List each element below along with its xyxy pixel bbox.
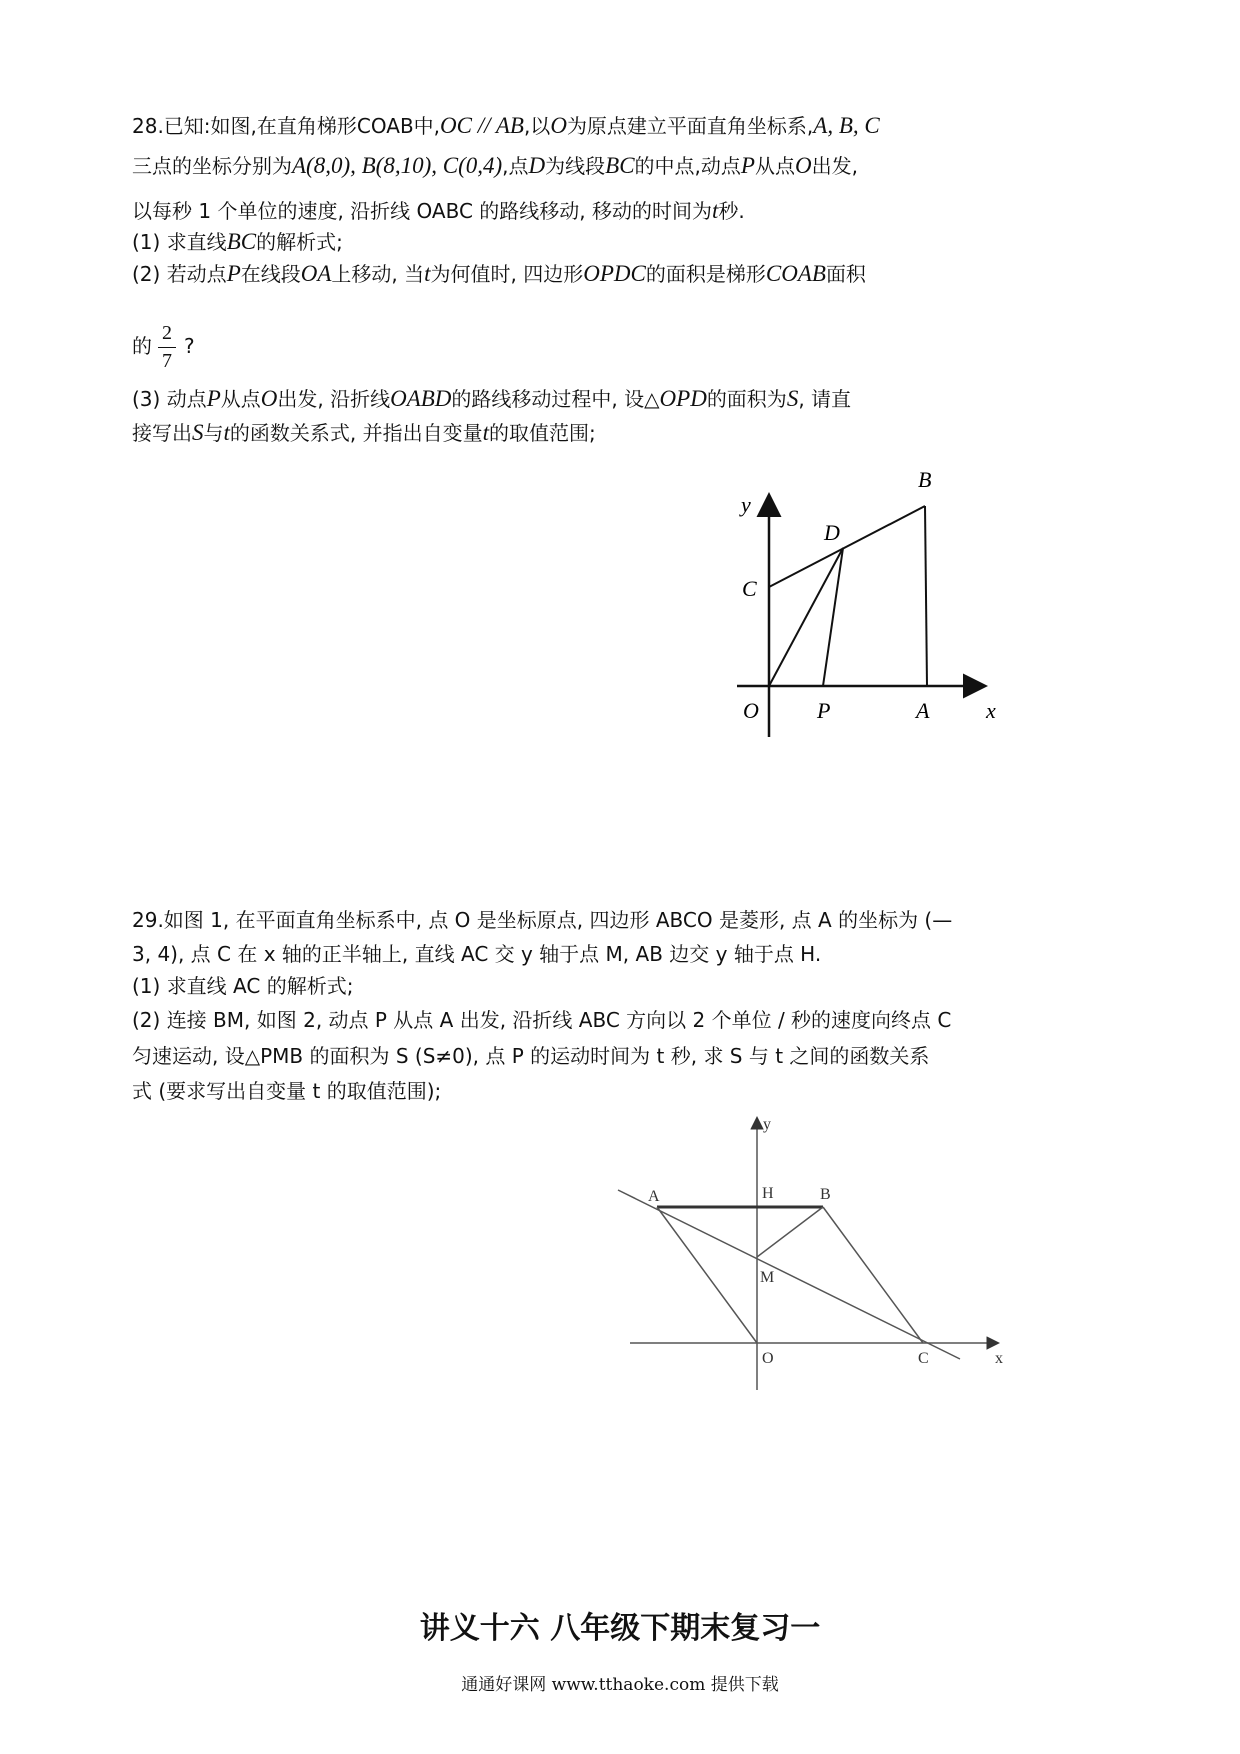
q29-line-1 <box>132 904 952 933</box>
q29-part-2-cont2 <box>132 1075 441 1104</box>
q28-text: (2) 若动点 <box>132 262 227 286</box>
q29-part-2-cont <box>132 1040 929 1069</box>
q29-line-2 <box>132 938 821 967</box>
q29-text: 3, 4), 点 C 在 x 轴的正半轴上, 直线 AC 交 y 轴于点 M, AB 边交 y 轴于点 H. <box>132 942 822 966</box>
label-A: A <box>648 1188 660 1205</box>
q28-figure <box>720 440 1010 750</box>
q28-text: , 请直 <box>798 387 852 411</box>
footer-note: 通通好课网 www.tthaoke.com 提供下载 <box>461 1675 779 1695</box>
q28-math: O <box>260 386 278 411</box>
q28-text: 出发, <box>811 154 858 178</box>
q28-math: S <box>192 420 204 445</box>
q28-line-3 <box>132 195 745 224</box>
q28-text: 面积 <box>825 262 866 286</box>
fraction-bar <box>158 347 176 348</box>
q28-math: D <box>528 153 546 178</box>
q28-line-1 <box>132 110 880 139</box>
segment-CB <box>769 506 925 587</box>
section-title: 讲义十六 八年级下期末复习一 <box>419 1611 821 1646</box>
q28-text: 为原点建立平面直角坐标系, <box>566 114 814 138</box>
q28-math: t <box>223 420 230 445</box>
label-y: y <box>741 492 751 517</box>
segment-BA <box>925 506 927 686</box>
q29-text: 式 (要求写出自变量 t 的取值范围); <box>132 1079 442 1103</box>
fraction-numerator: 2 <box>162 322 172 344</box>
label-A: A <box>916 698 930 723</box>
q28-text: 出发, 沿折线 <box>277 387 391 411</box>
q28-math: BC <box>226 229 257 254</box>
label-C: C <box>918 1350 929 1367</box>
q28-math: BC <box>605 153 635 178</box>
q28-math: OC // AB <box>440 113 524 138</box>
q28-math: OPDC <box>583 261 646 286</box>
q28-text: ,点 <box>502 154 529 178</box>
label-D: D <box>824 520 840 545</box>
q28-text: 三点的坐标分别为 <box>132 154 292 178</box>
label-O: O <box>762 1350 774 1367</box>
q28-line-2 <box>132 150 858 179</box>
q28-text: 在线段 <box>240 262 301 286</box>
q28-text: 28.已知:如图,在直角梯形COAB中, <box>132 114 441 138</box>
q28-text: 以每秒 1 个单位的速度, 沿折线 OABC 的路线移动, 移动的时间为 <box>132 199 712 223</box>
label-x: x <box>995 1350 1003 1367</box>
q28-math: O <box>794 153 812 178</box>
label-H: H <box>762 1185 774 1202</box>
q29-text: 匀速运动, 设△PMB 的面积为 S (S≠0), 点 P 的运动时间为 t 秒, 求 S 与 t 之间的函数关系 <box>132 1044 930 1068</box>
q29-part-2 <box>132 1004 951 1033</box>
q29-text: 29.如图 1, 在平面直角坐标系中, 点 O 是坐标原点, 四边形 ABCO 是菱形, 点 A 的坐标为 (— <box>132 908 953 932</box>
q28-text: 的面积是梯形 <box>645 262 766 286</box>
q28-math: P <box>206 386 221 411</box>
label-O: O <box>743 698 759 723</box>
q28-text: 从点 <box>220 387 261 411</box>
q29-text: (2) 连接 BM, 如图 2, 动点 P 从点 A 出发, 沿折线 ABC 方向以 2 个单位 / 秒的速度向终点 C <box>132 1008 952 1032</box>
q28-math: OABD <box>390 386 452 411</box>
q29-figure <box>610 1115 1020 1395</box>
q28-math: COAB <box>765 261 826 286</box>
segment-BC <box>823 1207 923 1343</box>
q28-text: 为线段 <box>545 154 606 178</box>
q28-text: 的中点,动点 <box>634 154 741 178</box>
label-x: x <box>986 698 996 723</box>
q28-math: S <box>786 386 799 411</box>
label-y: y <box>763 1116 771 1133</box>
label-C: C <box>742 576 757 601</box>
q28-part-2 <box>132 258 866 287</box>
q28-math: t <box>424 261 431 286</box>
q28-math: P <box>226 261 241 286</box>
q28-text: 秒. <box>718 199 745 223</box>
q28-math: A, B, C <box>813 113 880 138</box>
q28-text: (3) 动点 <box>132 387 207 411</box>
label-P: P <box>817 698 831 723</box>
q28-text: 从点 <box>754 154 795 178</box>
fraction-denominator: 7 <box>162 350 172 372</box>
fraction-two-sevenths <box>158 322 176 373</box>
label-M: M <box>760 1269 775 1286</box>
q28-text: (1) 求直线 <box>132 230 227 254</box>
q28-text: 的 <box>132 334 152 358</box>
q28-text: 的面积为 <box>706 387 787 411</box>
q28-text: 的路线移动过程中, 设△ <box>451 387 660 411</box>
q28-text: ? <box>184 334 195 358</box>
q28-text: 的取值范围; <box>489 421 596 445</box>
q28-part-3 <box>132 383 851 412</box>
q29-text: (1) 求直线 AC 的解析式; <box>132 974 354 998</box>
q28-math: t <box>712 198 719 223</box>
q28-text: 与 <box>203 421 224 445</box>
q28-math: A(8,0), B(8,10), C(0,4) <box>292 153 503 178</box>
q28-math: OPD <box>659 386 707 411</box>
label-B: B <box>820 1186 831 1203</box>
line-AC <box>618 1190 960 1359</box>
q28-text: 的解析式; <box>256 230 343 254</box>
label-B: B <box>918 467 932 492</box>
q28-text: 接写出 <box>132 421 192 445</box>
q28-text: 为何值时, 四边形 <box>430 262 584 286</box>
q28-text: 上移动, 当 <box>331 262 425 286</box>
segment-MB <box>757 1207 823 1257</box>
q28-math: O <box>550 113 567 138</box>
q28-text: ,以 <box>523 114 551 138</box>
q28-part-1 <box>132 226 343 255</box>
q28-math: OA <box>300 261 332 286</box>
q28-math: P <box>740 153 755 178</box>
q28-math: t <box>482 420 489 445</box>
segment-AO <box>657 1207 757 1343</box>
q28-text: 的函数关系式, 并指出自变量 <box>229 421 483 445</box>
q28-part-3-cont <box>132 417 596 446</box>
q29-part-1 <box>132 970 353 999</box>
